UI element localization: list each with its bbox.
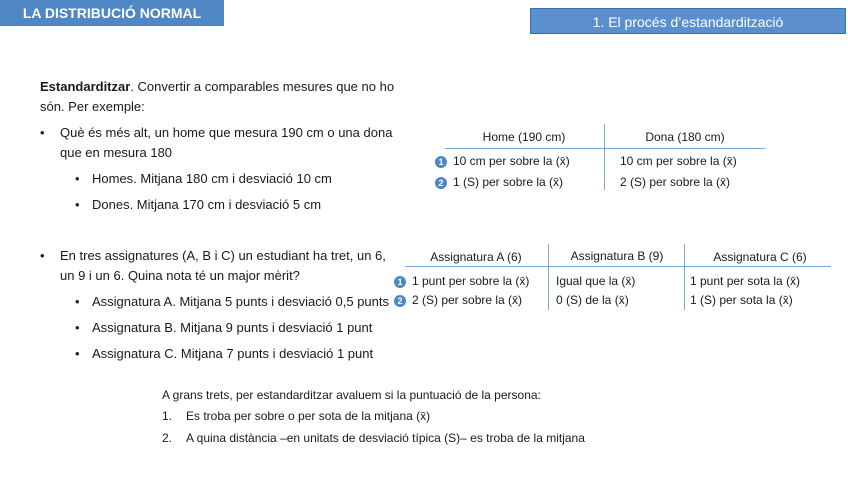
row-number-badge: 2 xyxy=(435,177,447,189)
table2-header-divider xyxy=(405,266,831,267)
example1-line-2: que en mesura 180 xyxy=(60,145,173,160)
table2-cell: 1 punt per sota la (x̄) xyxy=(690,274,801,288)
table1-header-divider xyxy=(445,148,765,149)
section-title-banner: LA DISTRIBUCIÓ NORMAL xyxy=(0,0,224,26)
definition-term: Estandarditzar xyxy=(40,79,131,94)
definition-line-1 xyxy=(40,77,394,97)
bullet-marker: • xyxy=(75,197,80,212)
bullet-marker: • xyxy=(75,320,80,335)
table1-header-dona: Dona (180 cm) xyxy=(645,130,725,144)
bullet-marker: • xyxy=(40,125,45,140)
table2-cell: 1 punt per sobre la (x̄) xyxy=(412,274,530,288)
definition-text: . Convertir a comparables mesures que no ho xyxy=(130,79,395,94)
slide-title-banner: 1. El procés d’estandardització xyxy=(530,8,846,34)
table1-cell: 2 (S) per sobre la (x̄) xyxy=(620,175,731,189)
example2-line-1: En tres assignatures (A, B i C) un estudiant ha tret, un 6, xyxy=(60,248,386,263)
summary-item-text: Es troba per sobre o per sota de la mitjana (x̄) xyxy=(186,409,431,423)
summary-item-text: A quina distància –en unitats de desviació típica (S)– es troba de la mitjana xyxy=(186,431,585,445)
table2-header-a: Assignatura A (6) xyxy=(430,250,522,264)
table2-header-b: Assignatura B (9) xyxy=(570,249,664,263)
row-number-badge: 2 xyxy=(394,295,406,307)
table1-header-home: Home (190 cm) xyxy=(482,130,566,144)
table2-header-c: Assignatura C (6) xyxy=(713,250,807,264)
table1-cell: 10 cm per sobre la (x̄) xyxy=(620,154,737,168)
table1-cell: 1 (S) per sobre la (x̄) xyxy=(453,175,564,189)
example2-sub-2: Assignatura B. Mitjana 9 punts i desviació 1 punt xyxy=(92,320,373,335)
row-number-badge: 1 xyxy=(435,156,447,168)
bullet-marker: • xyxy=(40,248,45,263)
table2-cell: Igual que la (x̄) xyxy=(556,274,636,288)
table2-cell: 0 (S) de la (x̄) xyxy=(556,293,629,307)
example1-line-1: Què és més alt, un home que mesura 190 cm o una dona xyxy=(60,125,393,140)
example2-sub-3: Assignatura C. Mitjana 7 punts i desviació 1 punt xyxy=(92,346,374,361)
example2-sub-1: Assignatura A. Mitjana 5 punts i desviació 0,5 punts xyxy=(92,294,390,309)
table2-column-divider xyxy=(684,244,685,310)
table1-cell: 10 cm per sobre la (x̄) xyxy=(453,154,570,168)
example1-sub-2: Dones. Mitjana 170 cm i desviació 5 cm xyxy=(92,197,322,212)
bullet-marker: • xyxy=(75,171,80,186)
summary-intro: A grans trets, per estandarditzar avaluem si la puntuació de la persona: xyxy=(162,388,541,402)
example2-line-2: un 9 i un 6. Quina nota té un major mèrit? xyxy=(60,268,300,283)
table2-column-divider xyxy=(548,244,549,310)
example1-sub-1: Homes. Mitjana 180 cm i desviació 10 cm xyxy=(92,171,332,186)
table1-column-divider xyxy=(604,124,605,190)
summary-item-number: 1. xyxy=(162,409,173,423)
table2-cell: 1 (S) per sota la (x̄) xyxy=(690,293,793,307)
summary-item-number: 2. xyxy=(162,431,173,445)
bullet-marker: • xyxy=(75,346,80,361)
bullet-marker: • xyxy=(75,294,80,309)
table2-cell: 2 (S) per sobre la (x̄) xyxy=(412,293,523,307)
definition-line-2: són. Per exemple: xyxy=(40,99,145,114)
row-number-badge: 1 xyxy=(394,276,406,288)
